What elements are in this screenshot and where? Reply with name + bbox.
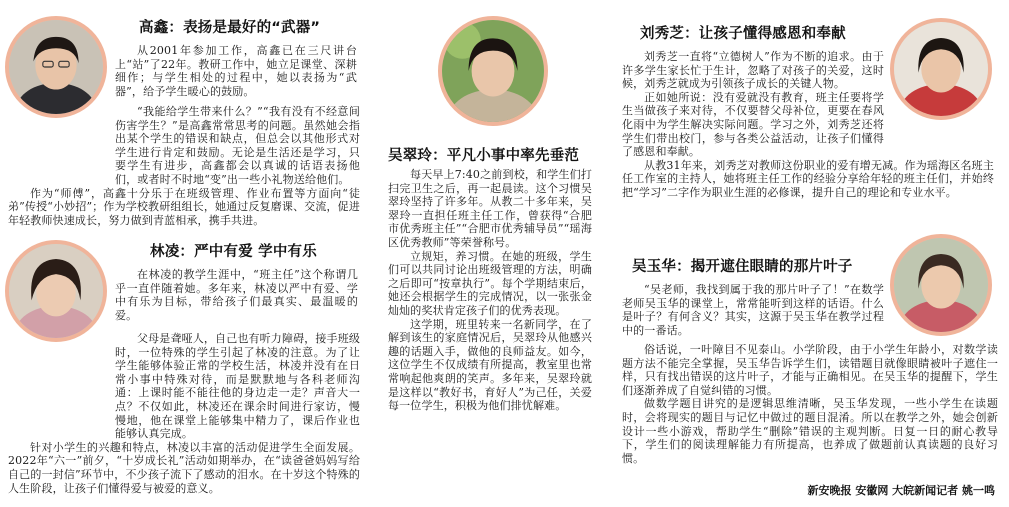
- paragraph: 刘秀芝一直将“立德树人”作为不断的追求。由于许多学生家长忙于生计，忽略了对孩子的关爱，这时候，刘秀芝就成为引领孩子成长的关键人物。: [622, 50, 884, 91]
- paragraph: 做数学题目讲究的是逻辑思维清晰，吴玉华发现，一些小学生在读题时，会将现实的题目与记忆中做过的题目混淆。所以在教学之外，她会创新设计一些小游戏，帮助学生“删除”错误的主观判断。日复一日的耐心教导下，学生们的阅读理解能力有所提高，也养成了做题前认真读题的良好习惯。: [622, 397, 998, 465]
- article-wucuiling-body: [388, 168, 592, 413]
- paragraph: 这学期，班里转来一名新同学，在了解到该生的家庭情况后，吴翠玲从他感兴趣的话题入手，做他的良师益友。如今，这位学生不仅成绩有所提高，教室里也常常响起他爽朗的笑声。多年来，吴翠玲就是这样以“教好书，育好人”为己任，关爱每一位学生，积极为他们排忧解难。: [388, 317, 592, 413]
- paragraph: “吴老师，我找到属于我的那片叶子了！”在数学老师吴玉华的课堂上，常常能听到这样的话语。什么是叶子？有何含义？其实，这源于吴玉华在教学过程中的一番话。: [622, 283, 884, 337]
- headline-wuyuhua: 吴玉华：揭开遮住眼睛的那片叶子: [632, 259, 853, 275]
- article-gaoxin-lead: [115, 44, 357, 98]
- paragraph: 正如她所说：没有爱就没有教育，班主任要将学生当做孩子来对待，不仅要替父母补位，更要在春风化雨中为学生解决实际问题。学习之外，刘秀芝还将学生们带出校门，参与各类公益活动，让孩子们懂得了感恩和奉献。: [622, 90, 884, 159]
- article-linling-lead: [115, 268, 358, 322]
- paragraph: 立规矩，养习惯。在她的班级，学生们可以共同讨论出班级管理的方法，明确之后即可“按章执行”。每个学期结束后，她还会根据学生的完成情况，以一张张金灿灿的奖状肯定孩子们的优秀表现。: [388, 249, 592, 317]
- paragraph: 每天早上7:40之前到校，和学生们打扫完卫生之后，再一起晨读。这个习惯吴翠玲坚持了许多年。从教二十多年来，吴翠玲一直担任班主任工作，曾获得“合肥市优秀班主任”“合肥市优秀辅导员”“瑶海区优秀教师”等荣誉称号。: [388, 168, 592, 249]
- paragraph: 父母是聋哑人，自己也有听力障碍，接手班级时，一位特殊的学生引起了林凌的注意。为了让学生能够体验正常的学校生活，林凌并没有在日常小事中特殊对待，而是默默地与各科老师沟通：上课时能不能往他的身边走一走？声音大一点？不仅如此，林凌还在课余时间进行家访，慢慢地，他在课堂上能够集中精力了，课后作业也能够认真完成。: [115, 332, 360, 441]
- headline-gaoxin: 高鑫：表扬是最好的“武器”: [139, 20, 321, 36]
- paragraph: 针对小学生的兴趣和特点，林凌以丰富的活动促进学生全面发展。2022年“六一”前夕，“十岁成长礼”活动如期举办，在“读爸爸妈妈写给自己的一封信”环节中，不少孩子流下了感动的泪水。在十岁这个特殊的人生阶段，让孩子们懂得爱与被爱的意义。: [8, 440, 360, 495]
- paragraph: 俗话说，一叶障目不见泰山。小学阶段，由于小学生年龄小，对数学读题方法不能完全掌握，吴玉华告诉学生们，读错题目就像眼睛被叶子遮住一样，只有找出错误的这片叶子，才能与正确相见。在吴玉华的提醒下，学生们逐渐养成了自觉纠错的习惯。: [622, 343, 998, 397]
- paragraph: 从教31年来，刘秀芝对教师这份职业的爱有增无减。作为瑶海区名班主任工作室的主持人，她将班主任工作的经验分享给年轻的班主任们，并始终把“学习”二字作为职业生涯的必修课，提升自己的理论和专业水平。: [622, 158, 994, 199]
- photo-linling: [5, 240, 107, 342]
- article-gaoxin-body: [8, 105, 360, 227]
- headline-wucuiling: 吴翠玲：平凡小事中率先垂范: [388, 148, 580, 164]
- paragraph: 从2001年参加工作，高鑫已在三尺讲台上“站”了22年。教研工作中，她立足课堂、深耕细作；与学生相处的过程中，她以表扬为“武器”，给予学生暖心的鼓励。: [115, 44, 357, 98]
- paragraph: “我能给学生带来什么？”“我有没有不经意间伤害学生？”是高鑫常常思考的问题。虽然她会指出某个学生的错误和缺点，但总会以其他形式对学生进行肯定和鼓励。无论是生活还是学习，只要学生有进步，高鑫都会以真诚的话语表扬他们，或者时不时地“变”出一些小礼物送给他们。: [115, 105, 360, 186]
- headline-linling: 林凌：严中有爱 学中有乐: [150, 244, 317, 260]
- paragraph: 作为“师傅”，高鑫十分乐于在班级管理、作业布置等方面向“徒弟”传授“小妙招”；作为学校教研组组长，她通过反复磨课、交流，促进年轻教师快速成长，努力做到青蓝相承，携手共进。: [8, 186, 360, 227]
- paragraph: 在林凌的教学生涯中，“班主任”这个称谓几乎一直伴随着她。多年来，林凌以严中有爱、学中有乐为目标，带给孩子们最真实、最温暖的爱。: [115, 268, 358, 322]
- byline: 新安晚报 安徽网 大皖新闻记者 姚一鸣: [807, 484, 995, 497]
- photo-wuyuhua: [890, 234, 992, 336]
- article-wuyuhua-lead: [622, 283, 884, 337]
- headline-liuxiuzhi: 刘秀芝：让孩子懂得感恩和奉献: [640, 26, 846, 42]
- photo-gaoxin: [5, 16, 107, 118]
- article-liuxiuzhi-body: [622, 50, 1002, 200]
- article-wuyuhua-body: [622, 343, 998, 465]
- article-linling-body: [8, 332, 360, 495]
- photo-wucuiling: [438, 16, 548, 126]
